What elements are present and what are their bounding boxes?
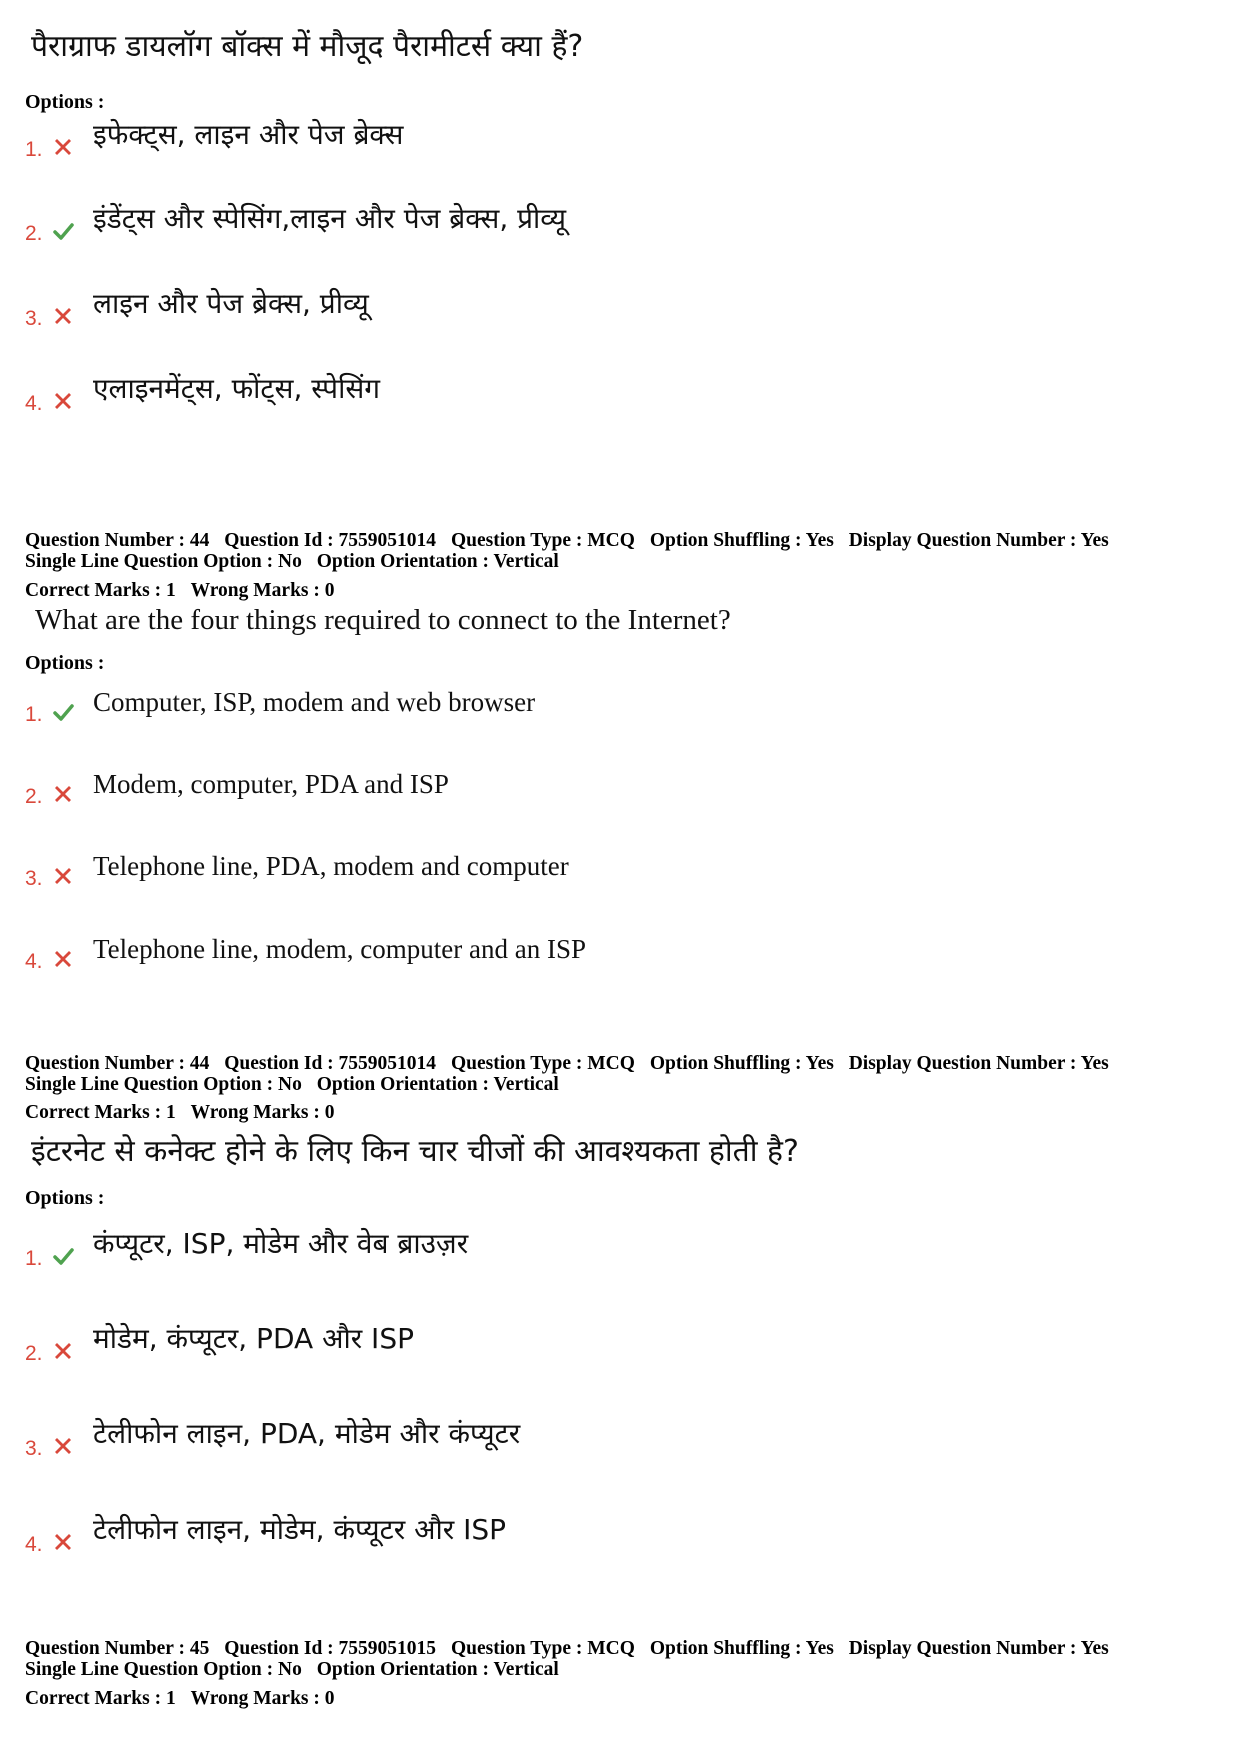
option-text: टेलीफोन लाइन, मोडेम, कंप्यूटर और ISP: [93, 1513, 507, 1546]
question-meta-line3: [25, 1102, 335, 1124]
cross-icon: [52, 865, 74, 887]
check-icon: [52, 220, 74, 242]
option-number: 4.: [25, 950, 43, 973]
meta-single-line: Single Line Question Option : No: [25, 1659, 302, 1680]
question-meta-line1: [25, 1053, 1109, 1075]
meta-wrong-marks: Wrong Marks : 0: [190, 1688, 335, 1709]
option-number: 2.: [25, 222, 43, 245]
option-text: कंप्यूटर, ISP, मोडेम और वेब ब्राउज़र: [93, 1227, 469, 1260]
cross-icon: [52, 1340, 74, 1362]
meta-display-number: Display Question Number : Yes: [848, 1638, 1109, 1659]
options-label: Options :: [25, 91, 105, 113]
option-number: 3.: [25, 307, 43, 330]
option-number: 2.: [25, 1342, 43, 1365]
meta-question-id: Question Id : 7559051014: [224, 1053, 437, 1074]
meta-question-number: Question Number : 44: [25, 1053, 210, 1074]
option-text: लाइन और पेज ब्रेक्स, प्रीव्यू: [93, 287, 369, 320]
meta-option-shuffling: Option Shuffling : Yes: [649, 1053, 834, 1074]
option-4: [25, 930, 1125, 974]
meta-question-type: Question Type : MCQ: [450, 1638, 635, 1659]
option-number: 1.: [25, 703, 43, 726]
option-number: 3.: [25, 867, 43, 890]
question-43-hindi: [25, 28, 1215, 66]
option-2: [25, 1322, 1125, 1366]
option-number: 3.: [25, 1437, 43, 1460]
meta-question-number: Question Number : 45: [25, 1638, 210, 1659]
option-number: 1.: [25, 1247, 43, 1270]
meta-wrong-marks: Wrong Marks : 0: [190, 1102, 335, 1123]
meta-orientation: Option Orientation : Vertical: [316, 551, 559, 572]
meta-orientation: Option Orientation : Vertical: [316, 1659, 559, 1680]
meta-question-id: Question Id : 7559051014: [224, 530, 437, 551]
option-text: Telephone line, PDA, modem and computer: [93, 851, 569, 881]
meta-question-type: Question Type : MCQ: [450, 530, 635, 551]
option-3: [25, 287, 1125, 331]
option-number: 4.: [25, 392, 43, 415]
question-44-hindi: [25, 1133, 1215, 1171]
option-1: [25, 118, 1125, 162]
question-meta-line1: [25, 530, 1109, 552]
question-meta-line2: [25, 1074, 559, 1096]
meta-correct-marks: Correct Marks : 1: [25, 1688, 176, 1709]
meta-single-line: Single Line Question Option : No: [25, 551, 302, 572]
option-1: [25, 1227, 1125, 1271]
meta-question-type: Question Type : MCQ: [450, 1053, 635, 1074]
option-3: [25, 847, 1125, 891]
option-2: [25, 202, 1125, 246]
cross-icon: [52, 783, 74, 805]
option-2: [25, 765, 1125, 809]
option-text: एलाइनमेंट्स, फोंट्स, स्पेसिंग: [93, 372, 381, 405]
meta-question-id: Question Id : 7559051015: [224, 1638, 437, 1659]
cross-icon: [52, 390, 74, 412]
option-number: 4.: [25, 1533, 43, 1556]
cross-icon: [52, 1531, 74, 1553]
check-icon: [52, 1245, 74, 1267]
meta-correct-marks: Correct Marks : 1: [25, 580, 176, 601]
question-meta-line3: [25, 1688, 335, 1710]
options-label: Options :: [25, 1187, 105, 1209]
cross-icon: [52, 1435, 74, 1457]
cross-icon: [52, 136, 74, 158]
question-44-english: [25, 601, 1215, 639]
question-meta-line1: [25, 1638, 1109, 1660]
check-icon: [52, 701, 74, 723]
option-text: Computer, ISP, modem and web browser: [93, 687, 536, 717]
meta-wrong-marks: Wrong Marks : 0: [190, 580, 335, 601]
option-1: [25, 683, 1125, 727]
option-text: इफेक्ट्स, लाइन और पेज ब्रेक्स: [93, 118, 404, 151]
option-text: Telephone line, modem, computer and an ISP: [93, 934, 586, 964]
question-text: पैराग्राफ डायलॉग बॉक्स में मौजूद पैरामीटर्स क्या हैं?: [31, 29, 584, 64]
meta-option-shuffling: Option Shuffling : Yes: [649, 1638, 834, 1659]
options-label: Options :: [25, 652, 105, 674]
option-text: मोडेम, कंप्यूटर, PDA और ISP: [93, 1322, 414, 1355]
option-text: Modem, computer, PDA and ISP: [93, 769, 449, 799]
question-meta-line3: [25, 580, 335, 602]
option-4: [25, 1513, 1125, 1557]
question-text: इंटरनेट से कनेक्ट होने के लिए किन चार चीजों की आवश्यकता होती है?: [31, 1134, 799, 1169]
cross-icon: [52, 948, 74, 970]
meta-question-number: Question Number : 44: [25, 530, 210, 551]
option-3: [25, 1417, 1125, 1461]
cross-icon: [52, 305, 74, 327]
meta-display-number: Display Question Number : Yes: [848, 1053, 1109, 1074]
meta-orientation: Option Orientation : Vertical: [316, 1074, 559, 1095]
option-number: 2.: [25, 785, 43, 808]
question-meta-line2: [25, 551, 559, 573]
meta-single-line: Single Line Question Option : No: [25, 1074, 302, 1095]
option-text: टेलीफोन लाइन, PDA, मोडेम और कंप्यूटर: [93, 1417, 521, 1450]
meta-correct-marks: Correct Marks : 1: [25, 1102, 176, 1123]
meta-display-number: Display Question Number : Yes: [848, 530, 1109, 551]
meta-option-shuffling: Option Shuffling : Yes: [649, 530, 834, 551]
option-text: इंडेंट्स और स्पेसिंग,लाइन और पेज ब्रेक्स, प्रीव्यू: [93, 202, 567, 235]
option-number: 1.: [25, 138, 43, 161]
question-meta-line2: [25, 1659, 559, 1681]
option-4: [25, 372, 1125, 416]
question-text: What are the four things required to connect to the Internet?: [35, 604, 731, 636]
